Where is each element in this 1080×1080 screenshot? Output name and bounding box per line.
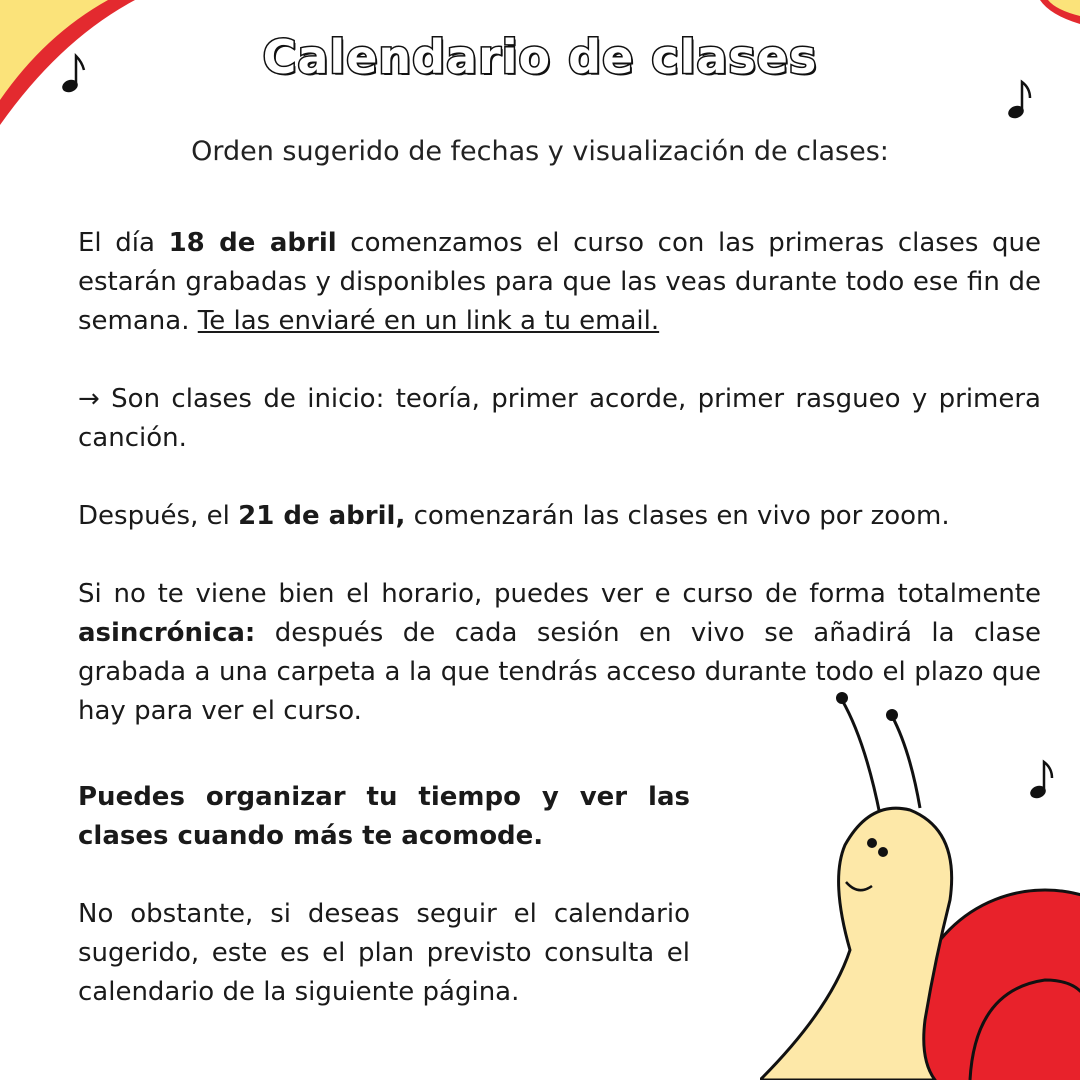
text-segment: Si no te viene bien el horario, puedes ver e curso de forma totalmente	[78, 579, 1041, 609]
async-highlight: asincrónica:	[78, 618, 256, 648]
text-segment: Después, el	[78, 501, 239, 531]
paragraph-organize-time	[78, 778, 690, 856]
snail-illustration	[760, 680, 1080, 1080]
text-segment: comenzamos el curso con las primeras clases que estarán grabadas y disponibles para que las veas durante todo ese fin de semana.	[78, 228, 1041, 336]
bold-statement: Puedes organizar tu tiempo y ver las clases cuando más te acomode.	[78, 782, 690, 851]
date-highlight: 18 de abril	[168, 228, 337, 258]
paragraph-intro-classes: → Son clases de inicio: teoría, primer acorde, primer rasgueo y primera canción.	[78, 384, 1041, 453]
text-segment: El día	[78, 228, 169, 258]
text-segment: después de cada sesión en vivo se añadirá la clase grabada a una carpeta a la que tendrás acceso durante todo el plazo que hay para ver el curso.	[78, 618, 1041, 726]
corner-decoration-right	[1020, 0, 1080, 30]
page-title: Calendario de clases	[262, 30, 818, 84]
paragraph-start-date	[78, 224, 1041, 341]
text-segment: comenzarán las clases en vivo por zoom.	[405, 501, 950, 531]
paragraph-live-classes	[78, 497, 1041, 536]
page-subtitle: Orden sugerido de fechas y visualización de clases:	[191, 136, 889, 167]
email-link-text: Te las enviaré en un link a tu email.	[197, 306, 660, 336]
paragraph-calendar-note: No obstante, si deseas seguir el calendario sugerido, este es el plan previsto consulta el calendario de la siguiente página.	[78, 899, 690, 1007]
music-note-icon	[1004, 78, 1036, 122]
date-highlight: 21 de abril,	[238, 501, 406, 531]
